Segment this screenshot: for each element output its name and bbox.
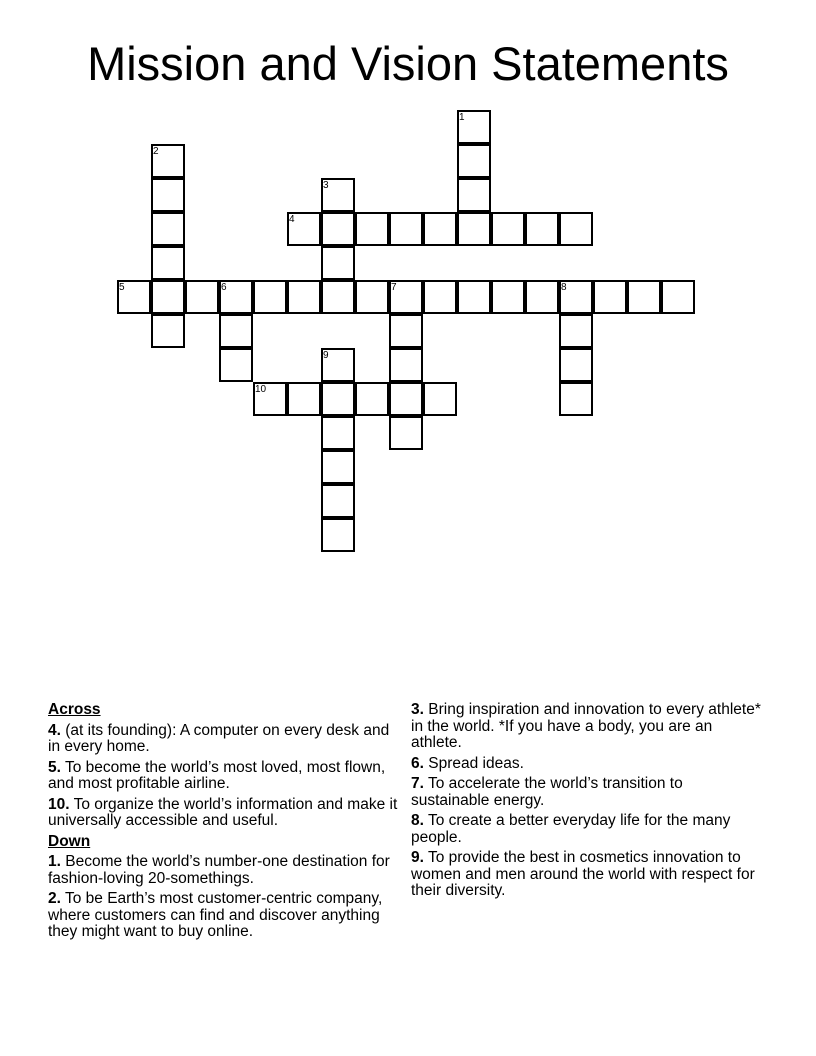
grid-cell[interactable] <box>457 178 491 212</box>
grid-cell[interactable] <box>389 348 423 382</box>
clue-text: Spread ideas. <box>428 754 524 772</box>
clue-number: 9. <box>411 849 424 866</box>
grid-cell[interactable] <box>559 382 593 416</box>
grid-cell[interactable] <box>321 178 355 212</box>
grid-cell[interactable] <box>389 280 423 314</box>
grid-cell[interactable] <box>457 110 491 144</box>
across-heading: Across <box>48 701 101 718</box>
grid-cell[interactable] <box>321 246 355 280</box>
grid-cell[interactable] <box>185 280 219 314</box>
grid-cell[interactable] <box>423 212 457 246</box>
clue-text: To organize the world’s information and make it universally accessible and useful. <box>48 795 398 829</box>
grid-cell[interactable] <box>287 212 321 246</box>
grid-cell[interactable] <box>559 280 593 314</box>
clue-down-3 <box>411 702 761 752</box>
grid-cell[interactable] <box>321 518 355 552</box>
grid-cell[interactable] <box>219 314 253 348</box>
grid-cell[interactable] <box>457 280 491 314</box>
grid-cell[interactable] <box>593 280 627 314</box>
clue-number-label: 1 <box>459 112 465 123</box>
clue-down-9 <box>411 850 761 900</box>
clue-number-label: 8 <box>561 282 567 293</box>
grid-cell[interactable] <box>389 314 423 348</box>
grid-cell[interactable] <box>389 416 423 450</box>
puzzle-title: Mission and Vision Statements <box>87 37 729 90</box>
clue-number-label: 6 <box>221 282 227 293</box>
grid-cell[interactable] <box>661 280 695 314</box>
clue-number-label: 4 <box>289 214 295 225</box>
clue-number: 6. <box>411 754 424 772</box>
grid-cell[interactable] <box>355 212 389 246</box>
clue-number: 7. <box>411 775 424 792</box>
clue-number-label: 10 <box>255 384 267 395</box>
grid-cell[interactable] <box>253 382 287 416</box>
grid-cell[interactable] <box>287 382 321 416</box>
grid-cell[interactable] <box>253 280 287 314</box>
clue-text: To be Earth’s most customer-centric company, where customers can find and discover anything they might want to buy online. <box>48 890 383 940</box>
clue-number: 5. <box>48 758 61 776</box>
clue-number: 1. <box>48 853 61 870</box>
grid-cell[interactable] <box>457 212 491 246</box>
clue-text: To accelerate the world’s transition to sustainable energy. <box>411 775 683 809</box>
clue-number: 3. <box>411 701 424 718</box>
clue-number-label: 2 <box>153 146 159 157</box>
clue-number-label: 5 <box>119 282 125 293</box>
grid-cell[interactable] <box>321 416 355 450</box>
grid-cell[interactable] <box>525 280 559 314</box>
grid-cell[interactable] <box>491 280 525 314</box>
clue-text: Become the world’s number-one destination for fashion-loving 20-somethings. <box>48 853 390 887</box>
clue-text: To create a better everyday life for the many people. <box>411 812 731 846</box>
grid-cell[interactable] <box>627 280 661 314</box>
grid-cell[interactable] <box>151 212 185 246</box>
grid-cell[interactable] <box>559 212 593 246</box>
grid-cell[interactable] <box>355 382 389 416</box>
grid-cell[interactable] <box>321 382 355 416</box>
clue-number: 4. <box>48 721 61 739</box>
grid-cell[interactable] <box>423 280 457 314</box>
clue-number-label: 9 <box>323 350 329 361</box>
clues-left-column <box>48 702 398 945</box>
clue-text: Bring inspiration and innovation to every athlete* in the world. *If you have a body, you are an athlete. <box>411 701 761 751</box>
grid-cell[interactable] <box>559 314 593 348</box>
grid-cell[interactable] <box>457 144 491 178</box>
grid-cell[interactable] <box>389 382 423 416</box>
clue-down-7 <box>411 776 761 809</box>
grid-cell[interactable] <box>559 348 593 382</box>
clue-text: To become the world’s most loved, most flown, and most profitable airline. <box>48 758 386 792</box>
clue-across-10 <box>48 797 398 830</box>
clue-number: 2. <box>48 890 61 907</box>
grid-cell[interactable] <box>151 314 185 348</box>
grid-cell[interactable] <box>321 212 355 246</box>
clue-text: To provide the best in cosmetics innovation to women and men around the world with respect for their diversity. <box>411 849 755 899</box>
grid-cell[interactable] <box>151 246 185 280</box>
grid-cell[interactable] <box>423 382 457 416</box>
grid-cell[interactable] <box>321 450 355 484</box>
grid-cell[interactable] <box>321 348 355 382</box>
clue-down-8 <box>411 813 761 846</box>
clue-number: 10. <box>48 795 70 813</box>
grid-cell[interactable] <box>321 484 355 518</box>
grid-cell[interactable] <box>355 280 389 314</box>
grid-cell[interactable] <box>117 280 151 314</box>
clue-text: (at its founding): A computer on every desk and in every home. <box>48 721 390 755</box>
down-heading: Down <box>48 832 91 850</box>
clue-down-1 <box>48 854 398 887</box>
grid-cell[interactable] <box>151 144 185 178</box>
grid-cell[interactable] <box>491 212 525 246</box>
grid-cell[interactable] <box>287 280 321 314</box>
clue-number-label: 3 <box>323 180 329 191</box>
clue-number-label: 7 <box>391 282 397 293</box>
grid-cell[interactable] <box>151 280 185 314</box>
grid-cell[interactable] <box>219 280 253 314</box>
clue-across-5 <box>48 760 398 793</box>
clue-number: 8. <box>411 812 424 829</box>
clue-across-4 <box>48 723 398 756</box>
grid-cell[interactable] <box>321 280 355 314</box>
grid-cell[interactable] <box>219 348 253 382</box>
grid-cell[interactable] <box>151 178 185 212</box>
grid-cell[interactable] <box>389 212 423 246</box>
clues-right-column <box>411 702 761 904</box>
clue-down-6 <box>411 756 761 773</box>
clue-down-2 <box>48 891 398 941</box>
grid-cell[interactable] <box>525 212 559 246</box>
